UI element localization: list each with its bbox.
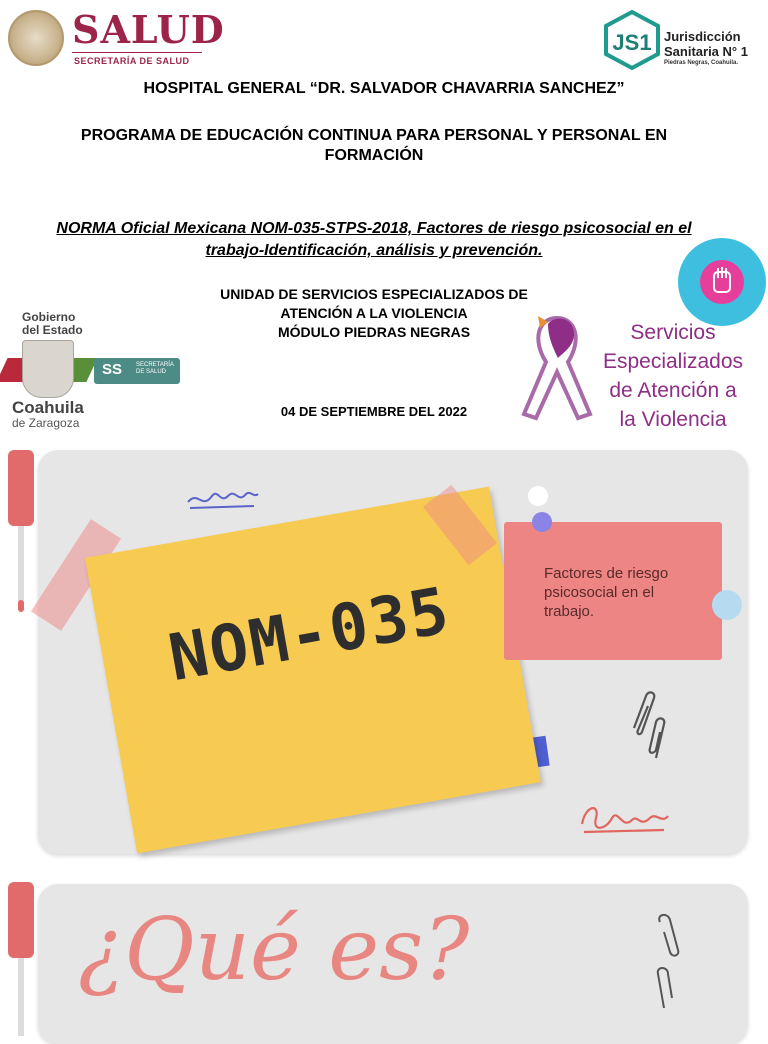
unit-line-3: MÓDULO PIEDRAS NEGRAS xyxy=(277,324,471,340)
salud-logo-word: SALUD xyxy=(72,7,225,52)
coahuila-shield-icon xyxy=(22,340,74,398)
binder-stem xyxy=(18,520,24,610)
program-title: PROGRAMA DE EDUCACIÓN CONTINUA PARA PERSONAL Y PERSONAL EN FORMACIÓN xyxy=(80,127,668,164)
blue-scribble-icon xyxy=(184,484,262,512)
gobierno-line1: Gobierno xyxy=(22,310,76,324)
servicios-logo-text xyxy=(588,318,758,434)
gobierno-line2: del Estado xyxy=(22,323,83,337)
binder-tip xyxy=(18,600,24,612)
hospital-title: HOSPITAL GENERAL “DR. SALVADOR CHAVARRIA SANCHEZ” xyxy=(143,80,625,97)
servicios-line3: de Atención a xyxy=(609,379,737,402)
red-scribble-icon xyxy=(576,794,672,838)
sticky-note-text: NOM-035 xyxy=(163,573,456,697)
unit-line-2: ATENCIÓN A LA VIOLENCIA xyxy=(280,305,468,321)
norma-title: NORMA Oficial Mexicana NOM-035-STPS-2018, Factores de riesgo psicosocial en el trabajo-Identificación, análisis y prevención. xyxy=(56,220,692,259)
js1-line1: Jurisdicción xyxy=(664,29,741,44)
zaragoza-word: de Zaragoza xyxy=(12,416,80,430)
js1-mark: JS1 xyxy=(612,30,652,55)
awareness-ribbon-icon xyxy=(518,310,596,422)
servicios-line2: Especializados xyxy=(602,350,744,373)
paperclip-icon xyxy=(650,912,684,1012)
coahuila-word: Coahuila xyxy=(12,398,84,417)
servicios-line1: Servicios xyxy=(630,321,716,344)
decor-dot xyxy=(532,512,552,532)
salud-logo-subtitle: SECRETARÍA DE SALUD xyxy=(74,56,190,66)
raised-hand-icon xyxy=(700,260,744,304)
paperclip-icon xyxy=(626,688,670,762)
servicios-line4: la Violencia xyxy=(619,408,727,431)
mexico-seal-icon xyxy=(8,10,64,66)
binder-clip-icon xyxy=(8,450,34,526)
hand-glyph-icon xyxy=(700,260,744,304)
unit-line-1: UNIDAD DE SERVICIOS ESPECIALIZADOS DE xyxy=(220,286,528,302)
date-label: 04 DE SEPTIEMBRE DEL 2022 xyxy=(280,404,468,419)
slide-2-heading: ¿Qué es? xyxy=(78,900,470,1000)
js1-line2: Sanitaria N° 1 xyxy=(664,44,748,59)
salud-logo-divider xyxy=(72,52,202,53)
binder-stem xyxy=(18,956,24,1036)
ss-letters: SS xyxy=(102,361,123,378)
decor-dot xyxy=(712,590,742,620)
ss-secretaria: SECRETARÍA DE SALUD xyxy=(136,362,174,375)
red-note-text: Factores de riesgo psicosocial en el trabajo. xyxy=(544,565,669,620)
binder-clip-icon xyxy=(8,882,34,958)
js1-hexagon-icon xyxy=(604,10,660,70)
js1-line3: Piedras Negras, Coahuila. xyxy=(664,60,739,66)
decor-dot xyxy=(528,486,548,506)
